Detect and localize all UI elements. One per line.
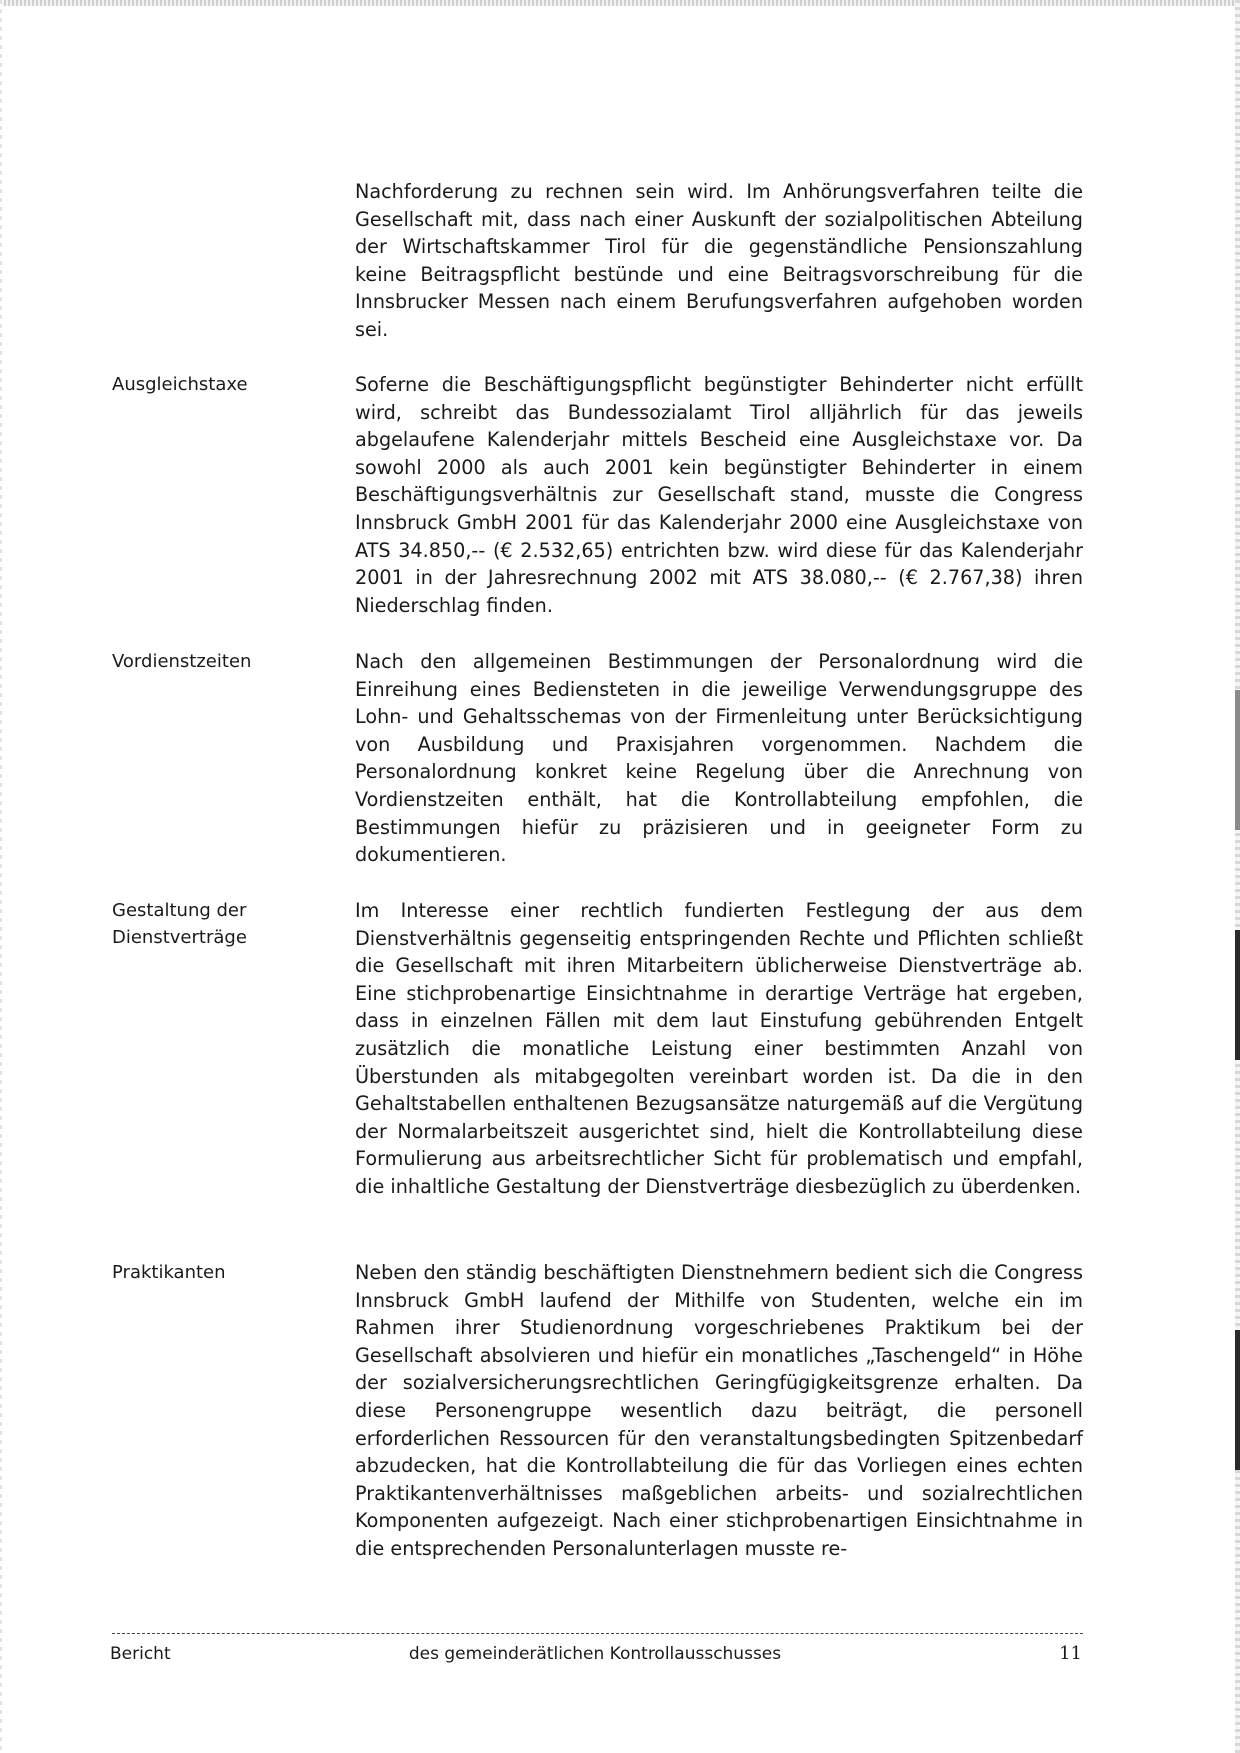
scan-edge-top [0,0,1240,6]
footer-divider [112,1633,1083,1634]
margin-heading-vordienstzeiten: Vordienstzeiten [112,651,252,672]
scan-edge-right [1235,0,1240,1753]
scan-mark [1235,1330,1240,1470]
page-number: 11 [1059,1643,1082,1664]
paragraph-continuation: Nachforderung zu rechnen sein wird. Im Anhörungsverfahren teilte die Gesellschaft mit, dass nach einer Auskunft der sozialpolitischen Abteilung der Wirtschaftskammer Tirol für die gegenständliche Pensionszahlung keine Beitragspflicht bestünde und eine Beitragsvorschreibung für die Innsbrucker Messen nach einem Berufungsverfahren aufgehoben worden sei. [355,180,1083,341]
paragraph-praktikanten: Neben den ständig beschäftigten Dienstnehmern bedient sich die Congress Innsbruck GmbH laufend der Mithilfe von Studenten, welche ein im Rahmen ihrer Studienordnung vorgeschriebenes Praktikum bei der Gesellschaft absolvieren und hiefür ein monatliches „Taschengeld“ in Höhe der sozialversicherungsrechtlichen Geringfügigkeitsgrenze erhalten. Da diese Personengruppe wesentlich dazu beiträgt, die personell erforderlichen Ressourcen für den veranstaltungsbedingten Spitzenbedarf abzudecken, hat die Kontrollabteilung die für das Vorliegen eines echten Praktikantenverhältnisses maßgeblichen arbeits- und sozialrechtlichen Komponenten aufgezeigt. Nach einer stichprobenartigen Einsichtnahme in die entsprechenden Personalunterlagen musste re- [355,1261,1083,1560]
paragraph-vordienstzeiten: Nach den allgemeinen Bestimmungen der Personalordnung wird die Einreihung eines Bediensteten in die jeweilige Verwendungsgruppe des Lohn- und Gehaltsschemas von der Firmenleitung unter Berücksichtigung von Ausbildung und Praxisjahren vorgenommen. Nachdem die Personalordnung konkret keine Regelung über die Anrechnung von Vordienstzeiten enthält, hat die Kontrollabteilung empfohlen, die Bestimmungen hiefür zu präzisieren und in geeigneter Form zu dokumentieren. [355,650,1083,867]
footer-committee-label: des gemeinderätlichen Kontrollausschusses [408,1644,782,1664]
paragraph-ausgleichstaxe: Soferne die Beschäftigungspflicht begünstigter Behinderter nicht erfüllt wird, schreibt das Bundessozialamt Tirol alljährlich für das jeweils abgelaufene Kalenderjahr mittels Bescheid eine Ausgleichstaxe vor. Da sowohl 2000 als auch 2001 kein begünstigter Behinderter in einem Beschäftigungsverhältnis zur Gesellschaft stand, musste die Congress Innsbruck GmbH 2001 für das Kalenderjahr 2000 eine Ausgleichstaxe von ATS 34.850,-- (€ 2.532,65) entrichten bzw. wird diese für das Kalenderjahr 2001 in der Jahresrechnung 2002 mit ATS 38.080,-- (€ 2.767,38) ihren Niederschlag finden. [355,373,1083,617]
margin-heading-ausgleichstaxe: Ausgleichstaxe [112,374,248,395]
margin-heading-praktikanten: Praktikanten [112,1262,226,1283]
margin-heading-dienstvertraege: Gestaltung der Dienstverträge [112,900,247,948]
scan-mark [1235,930,1240,1060]
paragraph-dienstvertraege: Im Interesse einer rechtlich fundierten Festlegung der aus dem Dienstverhältnis gegenseitig entspringenden Rechte und Pflichten schließt die Gesellschaft mit ihren Mitarbeitern üblicherweise Dienstverträge ab. Eine stichprobenartige Einsichtnahme in derartige Verträge hat ergeben, dass in einzelnen Fällen mit dem laut Einstufung gebührenden Entgelt zusätzlich die monatliche Leistung einer bestimmten Anzahl von Überstunden als mitabgegolten vereinbart worden ist. Da die in den Gehaltstabellen enthaltenen Bezugsansätze naturgemäß auf die Vergütung der Normalarbeitszeit ausgerichtet sind, hielt die Kontrollabteilung diese Formulierung aus arbeitsrechtlicher Sicht für problematisch und empfahl, die inhaltliche Gestaltung der Dienstverträge diesbezüglich zu überdenken. [355,899,1083,1198]
scan-mark [1235,690,1240,830]
footer-report-label: Bericht [110,1644,171,1664]
scan-edge-left [0,0,2,1753]
